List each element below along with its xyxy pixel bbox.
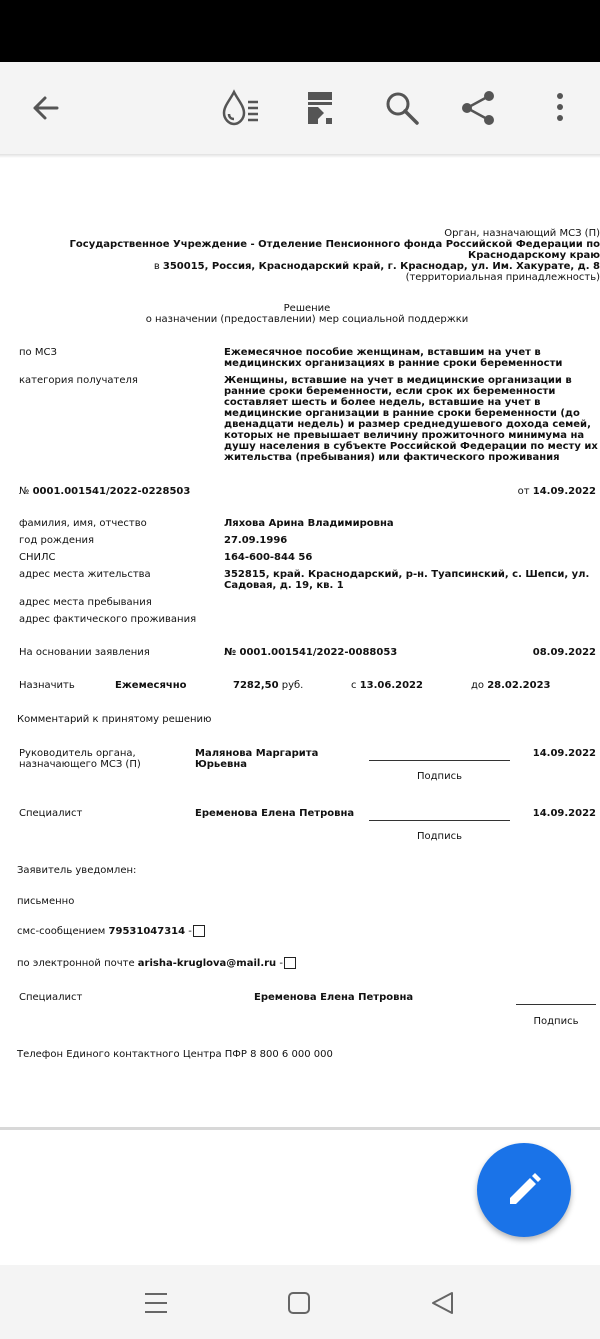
application-number: № 0001.001541/2022-0088053 bbox=[224, 647, 398, 658]
decision-number-value: 0001.001541/2022-0228503 bbox=[32, 486, 191, 497]
msz-value: Ежемесячное пособие женщинам, вставшим на учет в медицинских организациях в ранние сроки беременности bbox=[224, 347, 563, 369]
address-value: 352815, край. Краснодарский, р-н. Туапсинский, с. Шепси, ул. Садовая, д. 19, кв. 1 bbox=[224, 569, 590, 591]
home-icon[interactable] bbox=[286, 1290, 312, 1316]
head-name: Малянова Маргарита Юрьевна bbox=[195, 748, 319, 770]
organ-label: Орган, назначающий МСЗ (П) bbox=[444, 228, 600, 239]
notified-written: письменно bbox=[17, 896, 75, 907]
specialist2-signature-line bbox=[516, 1004, 596, 1005]
assign-from-value: 13.06.2022 bbox=[359, 680, 423, 691]
doc-subtitle: о назначении (предоставлении) мер социальной поддержки bbox=[145, 314, 469, 325]
edit-pencil-icon bbox=[504, 1170, 544, 1210]
specialist2-signature-label: Подпись bbox=[533, 1016, 579, 1027]
email-suffix: - bbox=[276, 958, 283, 969]
specialist2-name: Еременова Елена Петровна bbox=[254, 992, 414, 1003]
head-signature-line bbox=[369, 760, 510, 761]
organ-address bbox=[154, 261, 600, 272]
organ-address-prefix: в bbox=[153, 261, 163, 272]
actual-address-label: адрес фактического проживания bbox=[19, 614, 197, 625]
reading-mode-icon[interactable] bbox=[220, 88, 260, 128]
fio-label: фамилия, имя, отчество bbox=[19, 518, 147, 529]
category-label: категория получателя bbox=[19, 375, 138, 386]
email-checkbox[interactable] bbox=[284, 957, 296, 969]
assign-from-prefix: с bbox=[351, 680, 360, 691]
doc-title: Решение bbox=[283, 303, 331, 314]
more-vert-icon[interactable] bbox=[540, 88, 580, 128]
assign-amount-value: 7282,50 bbox=[233, 680, 279, 691]
head-date: 14.09.2022 bbox=[532, 748, 596, 759]
sms-suffix: - bbox=[185, 926, 192, 937]
msz-label: по МСЗ bbox=[19, 347, 57, 358]
sms-checkbox[interactable] bbox=[193, 925, 205, 937]
territorial-note: (территориальная принадлежность) bbox=[405, 272, 600, 283]
search-icon[interactable] bbox=[382, 88, 422, 128]
head-signature-label: Подпись bbox=[417, 771, 462, 782]
organ-address-value: 350015, Россия, Краснодарский край, г. Краснодар, ул. Им. Хакурате, д. 8 bbox=[162, 261, 600, 272]
assign-to-prefix: до bbox=[471, 680, 488, 691]
back-icon[interactable] bbox=[430, 1290, 456, 1316]
notified-label: Заявитель уведомлен: bbox=[17, 865, 137, 876]
assign-currency: руб. bbox=[278, 680, 304, 691]
organ-name: Государственное Учреждение - Отделение Пенсионного фонда Российской Федерации по bbox=[69, 239, 600, 250]
specialist-date: 14.09.2022 bbox=[532, 808, 596, 819]
assign-label: Назначить bbox=[19, 680, 75, 691]
assign-period: Ежемесячно bbox=[115, 680, 187, 691]
status-bar bbox=[0, 0, 600, 62]
page-layout-icon[interactable] bbox=[300, 88, 340, 128]
sms-prefix: смс-сообщением bbox=[17, 926, 109, 937]
email-prefix: по электронной почте bbox=[17, 958, 138, 969]
email-address: arisha-kruglova@mail.ru bbox=[137, 958, 277, 969]
stay-address-label: адрес места пребывания bbox=[19, 597, 152, 608]
page-divider bbox=[0, 1127, 600, 1130]
specialist-label: Специалист bbox=[19, 808, 83, 819]
specialist-signature-label: Подпись bbox=[417, 831, 462, 842]
birth-label: год рождения bbox=[19, 535, 95, 546]
decision-date-value: 14.09.2022 bbox=[532, 486, 596, 497]
assign-to-value: 28.02.2023 bbox=[487, 680, 551, 691]
decision-number-prefix: № bbox=[19, 486, 33, 497]
assign-amount bbox=[233, 680, 303, 691]
address-label: адрес места жительства bbox=[19, 569, 151, 580]
comment-label: Комментарий к принятому решению bbox=[17, 714, 212, 725]
specialist2-label: Специалист bbox=[19, 992, 83, 1003]
recent-apps-icon[interactable] bbox=[143, 1290, 169, 1316]
category-value: Женщины, вставшие на учет в медицинские организации в ранние сроки беременности, если срок их беременности составляет шесть и более недель, вставшие на учет в медицинские организации в ранние сроки беременности (до двенадцати недель) и размер среднедушевого дохода семей, которых не превышает величину прожиточного минимума на душу населения в субъекте Российской Федерации по месту их жительства (пребывания) или фактического проживания bbox=[224, 375, 598, 463]
application-date: 08.09.2022 bbox=[532, 647, 596, 658]
assign-from bbox=[351, 680, 423, 691]
fio-value: Ляхова Арина Владимировна bbox=[224, 518, 394, 529]
organ-region: Краснодарскому краю bbox=[468, 250, 600, 261]
decision-date bbox=[518, 486, 596, 497]
notified-sms bbox=[17, 926, 192, 937]
share-icon[interactable] bbox=[458, 88, 498, 128]
notified-email bbox=[17, 958, 283, 969]
snils-label: СНИЛС bbox=[19, 552, 56, 563]
snils-value: 164-600-844 56 bbox=[224, 552, 313, 563]
decision-date-prefix: от bbox=[517, 486, 533, 497]
decision-number bbox=[19, 486, 190, 497]
assign-to bbox=[471, 680, 550, 691]
birth-value: 27.09.1996 bbox=[224, 535, 288, 546]
footer-phone: Телефон Единого контактного Центра ПФР 8 800 6 000 000 bbox=[17, 1049, 333, 1060]
sms-number: 79531047314 bbox=[108, 926, 186, 937]
head-label: Руководитель органа, назначающего МСЗ (П) bbox=[19, 748, 141, 770]
application-label: На основании заявления bbox=[19, 647, 150, 658]
specialist-signature-line bbox=[369, 820, 510, 821]
back-arrow-icon[interactable] bbox=[27, 88, 67, 128]
specialist-name: Еременова Елена Петровна bbox=[195, 808, 355, 819]
edit-fab-button[interactable] bbox=[477, 1143, 571, 1237]
